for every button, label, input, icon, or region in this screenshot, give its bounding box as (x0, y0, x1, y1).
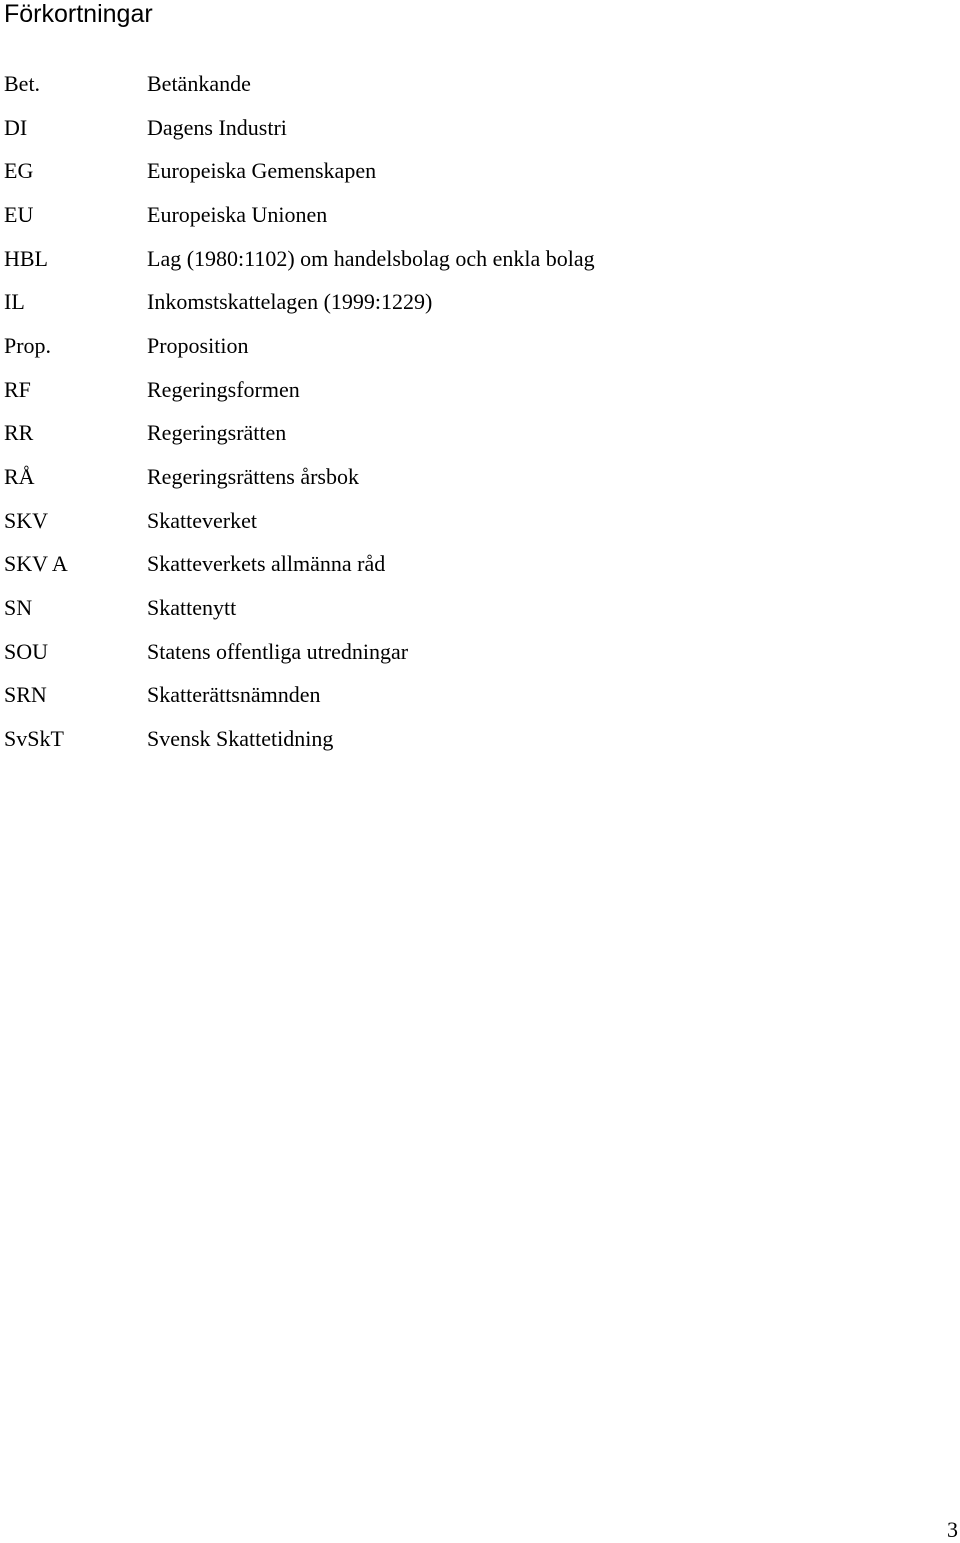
abbreviation: Prop. (4, 332, 52, 358)
abbreviation-row (4, 543, 595, 587)
abbreviation: DI (4, 114, 28, 140)
abbreviation: SKV (4, 507, 49, 533)
abbreviation-meaning: Europeiska Gemenskapen (147, 158, 377, 184)
abbreviation-row (4, 106, 595, 150)
abbreviation-meaning: Statens offentliga utredningar (147, 638, 409, 664)
abbreviation-row (4, 412, 595, 456)
abbreviation: SRN (4, 682, 47, 708)
page-heading: Förkortningar (4, 0, 153, 28)
abbreviation: SvSkT (4, 726, 64, 752)
page-number: 3 (947, 1517, 958, 1542)
abbreviation-meaning: Skatteverkets allmänna råd (147, 551, 386, 577)
abbreviation-row (4, 674, 595, 718)
abbreviation-row (4, 717, 595, 761)
abbreviation-list (4, 62, 595, 761)
abbreviation: EG (4, 158, 34, 184)
abbreviation-row (4, 499, 595, 543)
abbreviation: RR (4, 420, 34, 446)
abbreviation: SOU (4, 638, 49, 664)
abbreviation-meaning: Svensk Skattetidning (147, 726, 334, 752)
abbreviation-meaning: Regeringsformen (147, 376, 300, 402)
abbreviation-row (4, 62, 595, 106)
abbreviation: RF (4, 376, 31, 402)
abbreviation: Bet. (4, 70, 41, 96)
abbreviation-meaning: Skatteverket (147, 507, 257, 533)
abbreviation-meaning: Inkomstskattelagen (1999:1229) (147, 289, 433, 315)
abbreviation: SKV A (4, 551, 68, 577)
abbreviation-row (4, 237, 595, 281)
abbreviation-meaning: Skatterättsnämnden (147, 682, 321, 708)
abbreviation-row (4, 368, 595, 412)
abbreviation: SN (4, 595, 33, 621)
abbreviation: HBL (4, 245, 48, 271)
abbreviation-meaning: Europeiska Unionen (147, 201, 328, 227)
abbreviation-meaning: Dagens Industri (147, 114, 287, 140)
abbreviation: RÅ (4, 464, 35, 490)
abbreviation-meaning: Lag (1980:1102) om handelsbolag och enkla bolag (147, 245, 595, 271)
abbreviation-row (4, 324, 595, 368)
abbreviation-meaning: Regeringsrättens årsbok (147, 464, 359, 490)
abbreviation-meaning: Proposition (147, 332, 249, 358)
abbreviation-row (4, 280, 595, 324)
abbreviation: EU (4, 201, 34, 227)
abbreviation-meaning: Betänkande (147, 70, 251, 96)
abbreviation-meaning: Skattenytt (147, 595, 237, 621)
abbreviation: IL (4, 289, 25, 315)
abbreviation-row (4, 149, 595, 193)
abbreviation-row (4, 455, 595, 499)
abbreviation-row (4, 193, 595, 237)
abbreviation-meaning: Regeringsrätten (147, 420, 287, 446)
abbreviation-row (4, 630, 595, 674)
abbreviation-row (4, 586, 595, 630)
